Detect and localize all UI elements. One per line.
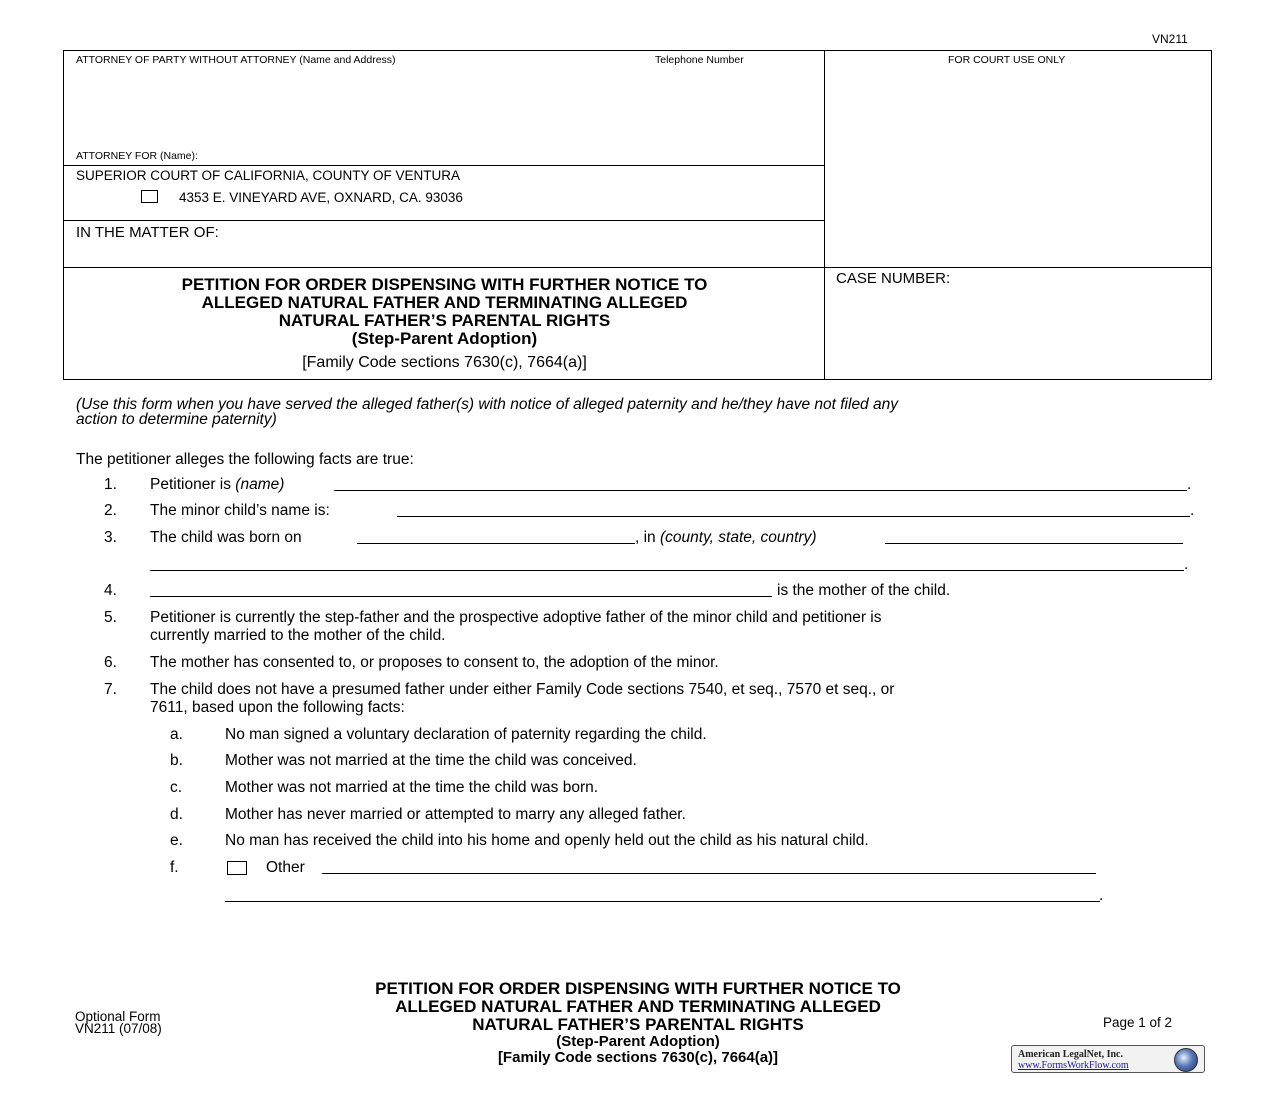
item-1-text — [150, 476, 284, 494]
caption-rule-1 — [63, 165, 825, 166]
caption-border-top — [63, 50, 1212, 51]
item-4-number: 4. — [104, 582, 117, 599]
case-number-label: CASE NUMBER: — [836, 270, 951, 287]
item-7b-letter: b. — [170, 752, 183, 769]
petitioner-name-field[interactable] — [334, 490, 1187, 491]
item-7a-text: No man signed a voluntary declaration of paternity regarding the child. — [225, 726, 707, 743]
title-line-3: NATURAL FATHER’S PARENTAL RIGHTS — [278, 311, 611, 330]
form-code: VN211 (07/08) — [75, 1021, 162, 1036]
item-3-period: . — [1184, 556, 1189, 573]
instructions-line-2: action to determine paternity) — [76, 411, 277, 428]
caption-border-right — [1211, 50, 1212, 380]
item-7d-letter: d. — [170, 806, 183, 823]
title-line-4: (Step-Parent Adoption) — [351, 329, 538, 348]
item-4-text: is the mother of the child. — [777, 582, 951, 599]
item-7a-letter: a. — [170, 726, 183, 743]
caption-border-bottom — [63, 379, 1212, 380]
child-name-field[interactable] — [397, 516, 1190, 517]
item-1-number: 1. — [104, 476, 117, 493]
item-2-number: 2. — [104, 502, 117, 519]
other-field[interactable] — [322, 873, 1096, 874]
form-id: VN211 — [1152, 32, 1188, 46]
item-7c-letter: c. — [170, 779, 183, 796]
item-7e-letter: e. — [170, 832, 183, 849]
other-checkbox[interactable] — [227, 861, 247, 875]
item-7b-text: Mother was not married at the time the child was conceived. — [225, 752, 637, 769]
item-3-in — [635, 529, 816, 547]
birth-place-field-continued[interactable] — [150, 570, 1184, 571]
item-1-period: . — [1187, 476, 1192, 493]
item-7f-text: Other — [266, 859, 305, 876]
birth-place-field[interactable] — [885, 543, 1183, 544]
item-7c-text: Mother was not married at the time the child was born. — [225, 779, 599, 796]
item-5-number: 5. — [104, 609, 117, 626]
globe-icon — [1174, 1048, 1198, 1072]
logo-company-name: American LegalNet, Inc. — [1018, 1049, 1123, 1060]
item-5-text-line-2: currently married to the mother of the child. — [150, 627, 446, 644]
footer-title-line-3: NATURAL FATHER’S PARENTAL RIGHTS — [472, 1015, 804, 1034]
optional-form-label: Optional Form — [75, 1009, 161, 1024]
matter-label: IN THE MATTER OF: — [76, 224, 219, 241]
intro-text: The petitioner alleges the following facts are true: — [76, 451, 414, 468]
court-use-label: FOR COURT USE ONLY — [948, 54, 1066, 66]
other-field-continued[interactable] — [225, 901, 1100, 902]
item-7-text-line-2: 7611, based upon the following facts: — [150, 699, 405, 716]
attorney-label: ATTORNEY OF PARTY WITHOUT ATTORNEY (Name and Address) — [76, 54, 396, 66]
page-number: Page 1 of 2 — [1103, 1015, 1173, 1030]
caption-rule-3 — [63, 267, 1212, 268]
item-7e-text: No man has received the child into his home and openly held out the child as his natural child. — [225, 832, 869, 849]
attorney-for-label: ATTORNEY FOR (Name): — [76, 150, 198, 162]
item-2-period: . — [1190, 502, 1195, 519]
item-6-text: The mother has consented to, or proposes to consent to, the adoption of the minor. — [150, 654, 719, 671]
item-7f-letter: f. — [170, 859, 179, 876]
court-address: 4353 E. VINEYARD AVE, OXNARD, CA. 93036 — [179, 190, 463, 205]
telephone-label: Telephone Number — [655, 54, 744, 66]
item-3-text: The child was born on — [150, 529, 302, 546]
item-2-text: The minor child’s name is: — [150, 502, 330, 519]
title-line-1: PETITION FOR ORDER DISPENSING WITH FURTHER NOTICE TO — [181, 275, 708, 294]
item-1-name-hint: (name) — [235, 476, 285, 493]
court-address-checkbox[interactable] — [141, 190, 158, 203]
item-7f-period: . — [1099, 887, 1104, 904]
item-3-place-hint: (county, state, country) — [659, 529, 817, 546]
footer-title-line-2: ALLEGED NATURAL FATHER AND TERMINATING ALLEGED — [395, 997, 881, 1016]
title-line-5: [Family Code sections 7630(c), 7664(a)] — [302, 354, 587, 371]
mother-name-field[interactable] — [150, 596, 772, 597]
footer-title-line-1: PETITION FOR ORDER DISPENSING WITH FURTHER NOTICE TO — [375, 979, 901, 998]
item-3-number: 3. — [104, 529, 117, 546]
birth-date-field[interactable] — [357, 543, 635, 544]
american-legalnet-logo[interactable] — [1011, 1045, 1205, 1073]
caption-rule-2 — [63, 220, 825, 221]
logo-website-link[interactable]: www.FormsWorkFlow.com — [1018, 1060, 1129, 1071]
instructions-line-1: (Use this form when you have served the alleged father(s) with notice of alleged paternity and he/they have not filed any — [76, 396, 898, 413]
item-6-number: 6. — [104, 654, 117, 671]
footer-title-line-4: (Step-Parent Adoption) — [556, 1033, 720, 1050]
footer-title-line-5: [Family Code sections 7630(c), 7664(a)] — [497, 1049, 779, 1066]
court-name: SUPERIOR COURT OF CALIFORNIA, COUNTY OF VENTURA — [76, 168, 461, 183]
item-7-text-line-1: The child does not have a presumed father under either Family Code sections 7540, et seq., 7570 et seq., or — [150, 681, 895, 698]
item-5-text-line-1: Petitioner is currently the step-father and the prospective adoptive father of the minor child and petitioner is — [150, 609, 882, 626]
title-line-2: ALLEGED NATURAL FATHER AND TERMINATING ALLEGED — [201, 293, 688, 312]
item-3-in-label: , in — [635, 529, 660, 546]
item-1-label: Petitioner is — [150, 476, 236, 493]
item-7d-text: Mother has never married or attempted to marry any alleged father. — [225, 806, 686, 823]
item-7-number: 7. — [104, 681, 117, 698]
